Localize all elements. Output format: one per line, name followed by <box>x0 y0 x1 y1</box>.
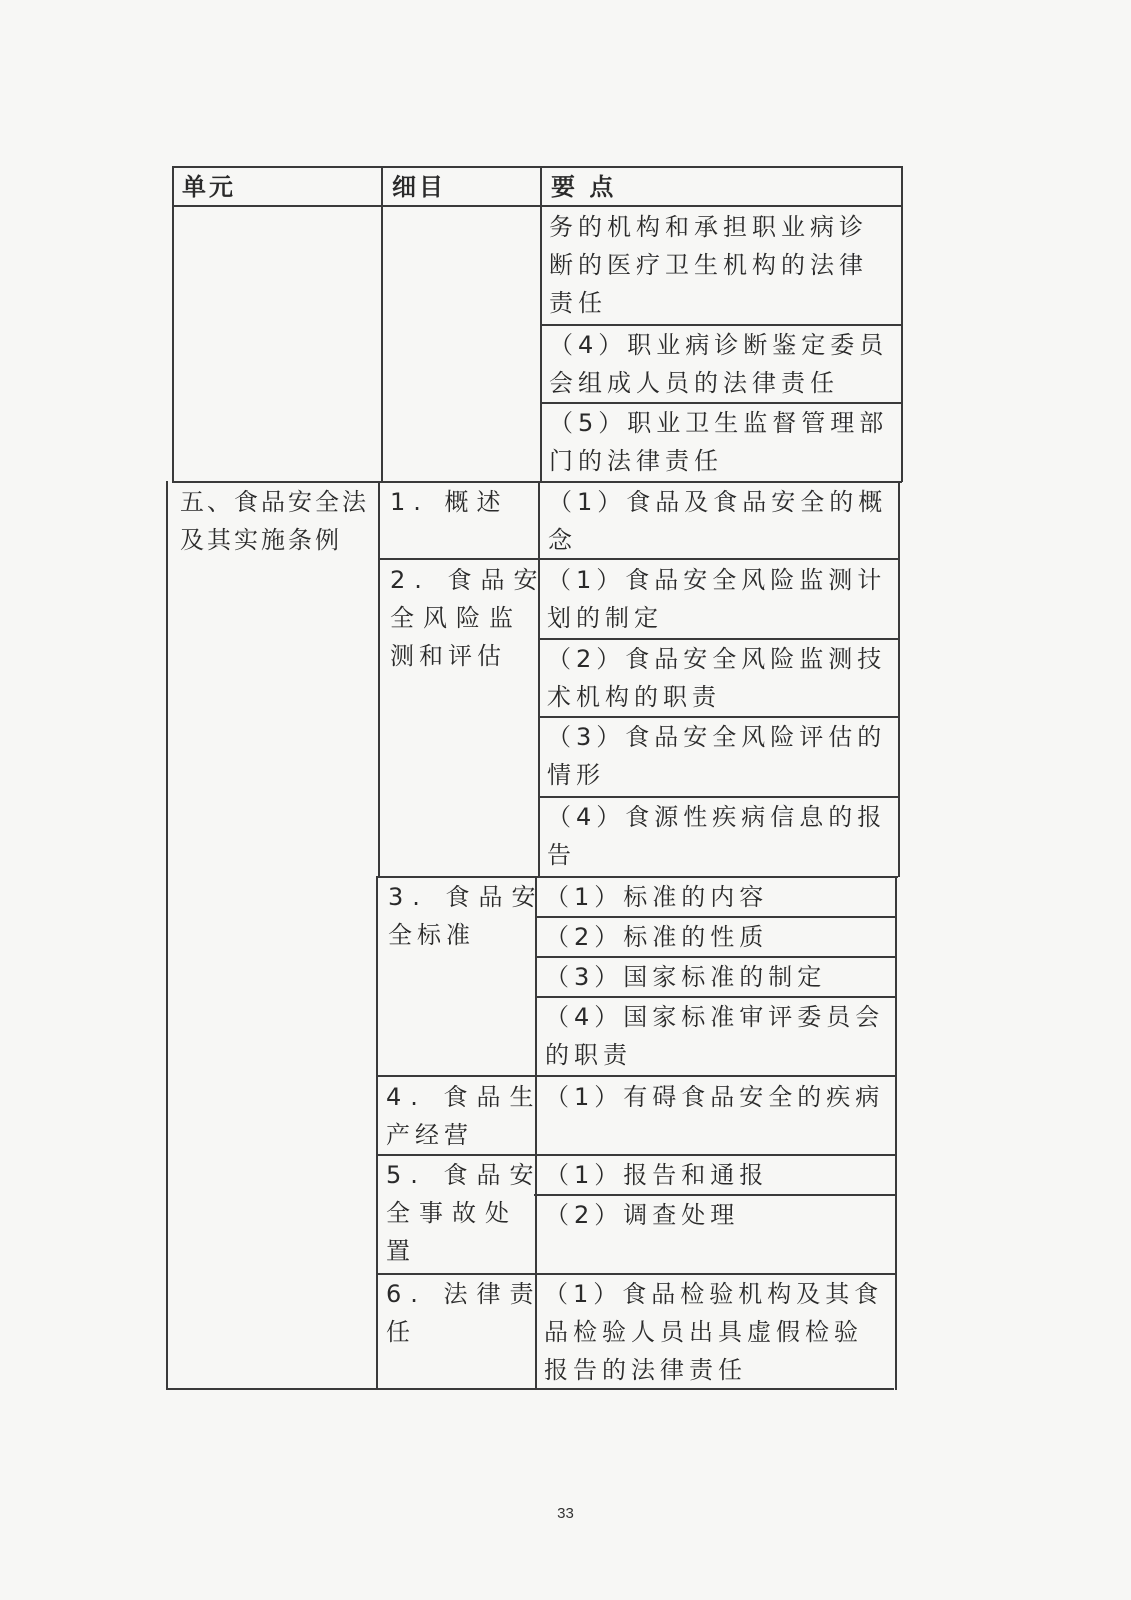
detail-label: 全标准 <box>388 921 475 949</box>
detail-label: 3. 食品安 <box>388 883 545 911</box>
detail-label: 全事故处 <box>386 1199 518 1227</box>
point-text: （3）食品安全风险评估的 <box>547 723 887 751</box>
detail-label: 任 <box>386 1318 415 1346</box>
point-text: 门的法律责任 <box>549 447 723 475</box>
point-text: （1）标准的内容 <box>545 883 769 911</box>
point-text: （1）食品及食品安全的概 <box>548 488 888 516</box>
detail-label: 置 <box>386 1237 415 1265</box>
point-text: （4）食源性疾病信息的报 <box>547 803 887 831</box>
point-text: （3）国家标准的制定 <box>545 963 827 991</box>
unit-label: 及其实施条例 <box>180 526 342 554</box>
point-text: 品检验人员出具虚假检验 <box>544 1318 863 1346</box>
detail-label: 产经营 <box>386 1121 473 1149</box>
point-text: （2）标准的性质 <box>545 923 769 951</box>
point-text: 划的制定 <box>547 604 663 632</box>
point-text: （1）食品检验机构及其食 <box>544 1280 884 1308</box>
header-points: 要 点 <box>551 173 617 201</box>
point-text: 情形 <box>547 761 605 789</box>
point-text: 断的医疗卫生机构的法律 <box>549 251 868 279</box>
detail-label: 1. 概述 <box>390 488 509 516</box>
page-number: 33 <box>557 1505 574 1522</box>
point-text: （2）食品安全风险监测技 <box>547 645 887 673</box>
point-text: 责任 <box>549 289 607 317</box>
point-text: （4）国家标准审评委员会 <box>545 1003 885 1031</box>
detail-label: 2. 食品安 <box>390 566 547 594</box>
point-text: （1）有碍食品安全的疾病 <box>545 1083 885 1111</box>
point-text: 会组成人员的法律责任 <box>549 369 839 397</box>
point-text: 的职责 <box>545 1041 632 1069</box>
point-text: （2）调查处理 <box>545 1201 740 1229</box>
point-text: （1）食品安全风险监测计 <box>547 566 887 594</box>
detail-label: 4. 食品生 <box>386 1083 543 1111</box>
unit-label: 五、食品安全法 <box>180 488 369 516</box>
point-text: （5）职业卫生监督管理部 <box>549 409 889 437</box>
point-text: 术机构的职责 <box>547 683 721 711</box>
header-unit: 单元 <box>182 173 236 201</box>
point-text: （4）职业病诊断鉴定委员 <box>549 331 889 359</box>
point-text: （1）报告和通报 <box>545 1161 769 1189</box>
detail-label: 6. 法律责 <box>386 1280 543 1308</box>
point-text: 念 <box>548 526 577 554</box>
header-detail: 细目 <box>392 173 446 201</box>
point-text: 报告的法律责任 <box>544 1356 747 1384</box>
point-text: 务的机构和承担职业病诊 <box>549 213 868 241</box>
detail-label: 5. 食品安 <box>386 1161 543 1189</box>
point-text: 告 <box>547 841 576 869</box>
detail-label: 全风险监 <box>390 604 522 632</box>
detail-label: 测和评估 <box>390 642 506 670</box>
